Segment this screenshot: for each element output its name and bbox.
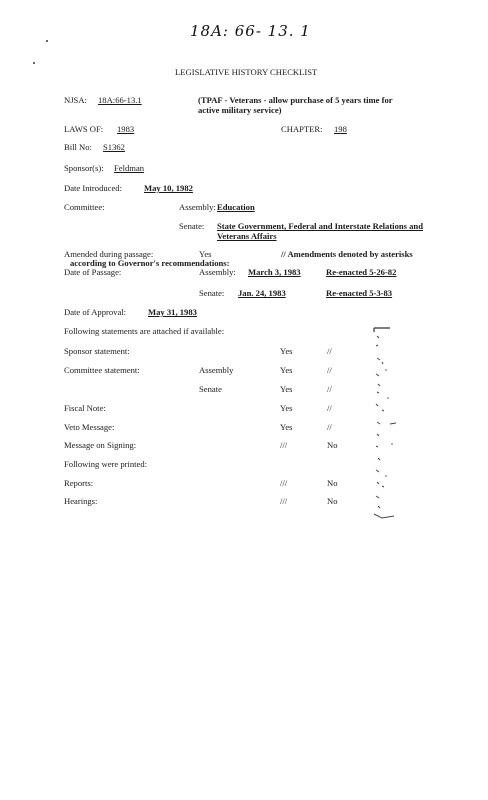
njsa-label: NJSA: <box>64 95 87 105</box>
committee-senate-value-line-1: State Government, Federal and Interstate Relations and <box>217 221 423 231</box>
committee-statement-label: Committee statement: <box>64 365 140 375</box>
committee-statement-assembly-no: // <box>327 365 332 375</box>
sponsor-statement-label: Sponsor statement: <box>64 346 130 356</box>
amended-label: Amended during passage: <box>64 249 154 259</box>
sponsor-statement-no: // <box>327 346 332 356</box>
passage-assembly-label: Assembly: <box>199 267 236 277</box>
amended-label-line-2: according to Governor's recommendations: <box>70 258 230 268</box>
veto-message-no: // <box>327 422 332 432</box>
laws-of-value: 1983 <box>117 124 135 134</box>
sponsor-label: Sponsor(s): <box>64 163 104 173</box>
passage-senate-value: Jan. 24, 1983 <box>238 288 286 298</box>
committee-senate-value-line-2: Veterans Affairs <box>217 231 277 241</box>
committee-senate-label: Senate: <box>179 221 205 231</box>
date-of-approval-value: May 31, 1983 <box>148 307 197 317</box>
veto-message-yes: Yes <box>280 422 293 432</box>
passage-assembly-reenacted: Re-enacted 5-26-82 <box>326 267 397 277</box>
committee-label: Committee: <box>64 202 105 212</box>
bill-value: S1362 <box>103 142 125 152</box>
committee-statement-assembly-yes: Yes <box>280 365 293 375</box>
message-on-signing-yes: /// <box>280 440 288 450</box>
scan-speck <box>46 40 48 42</box>
checklist-title: LEGISLATIVE HISTORY CHECKLIST <box>175 67 318 77</box>
sponsor-value: Feldman <box>114 163 145 173</box>
njsa-description-line-2: active military service) <box>198 105 282 115</box>
reports-no: No <box>327 478 338 488</box>
passage-assembly-value: March 3, 1983 <box>248 267 301 277</box>
printed-heading: Following were printed: <box>64 459 148 469</box>
date-of-approval-label: Date of Approval: <box>64 307 127 317</box>
committee-assembly-value: Education <box>217 202 255 212</box>
attached-heading: Following statements are attached if available: <box>64 326 225 336</box>
njsa-description-line-1: (TPAF - Veterans - allow purchase of 5 years time for <box>198 95 393 105</box>
committee-statement-senate-yes: Yes <box>280 384 293 394</box>
handwritten-reference: 18A: 66- 13. 1 <box>190 22 311 40</box>
date-introduced-label: Date Introduced: <box>64 183 122 193</box>
bill-label: Bill No: <box>64 142 92 152</box>
hearings-yes: /// <box>280 496 288 506</box>
hearings-no: No <box>327 496 338 506</box>
passage-senate-label: Senate: <box>199 288 225 298</box>
committee-assembly-label: Assembly: <box>179 202 216 212</box>
message-on-signing-label: Message on Signing: <box>64 440 137 450</box>
date-of-passage-label: Date of Passage: <box>64 267 122 277</box>
committee-statement-assembly-label: Assembly <box>199 365 234 375</box>
scan-speck <box>33 62 35 64</box>
chapter-value: 198 <box>334 124 347 134</box>
amended-note: // Amendments denoted by asterisks <box>281 249 413 259</box>
date-introduced-value: May 10, 1982 <box>144 183 193 193</box>
chapter-label: CHAPTER: <box>281 124 323 134</box>
amended-value: Yes <box>199 249 212 259</box>
fiscal-note-label: Fiscal Note: <box>64 403 106 413</box>
sponsor-statement-yes: Yes <box>280 346 293 356</box>
passage-senate-reenacted: Re-enacted 5-3-83 <box>326 288 393 298</box>
committee-statement-senate-no: // <box>327 384 332 394</box>
committee-statement-senate-label: Senate <box>199 384 222 394</box>
fiscal-note-no: // <box>327 403 332 413</box>
reports-label: Reports: <box>64 478 94 488</box>
reports-yes: /// <box>280 478 288 488</box>
margin-scan-marks <box>370 326 410 526</box>
veto-message-label: Veto Message: <box>64 422 115 432</box>
message-on-signing-no: No <box>327 440 338 450</box>
laws-of-label: LAWS OF: <box>64 124 104 134</box>
hearings-label: Hearings: <box>64 496 98 506</box>
njsa-value: 18A:66-13.1 <box>98 95 142 105</box>
fiscal-note-yes: Yes <box>280 403 293 413</box>
